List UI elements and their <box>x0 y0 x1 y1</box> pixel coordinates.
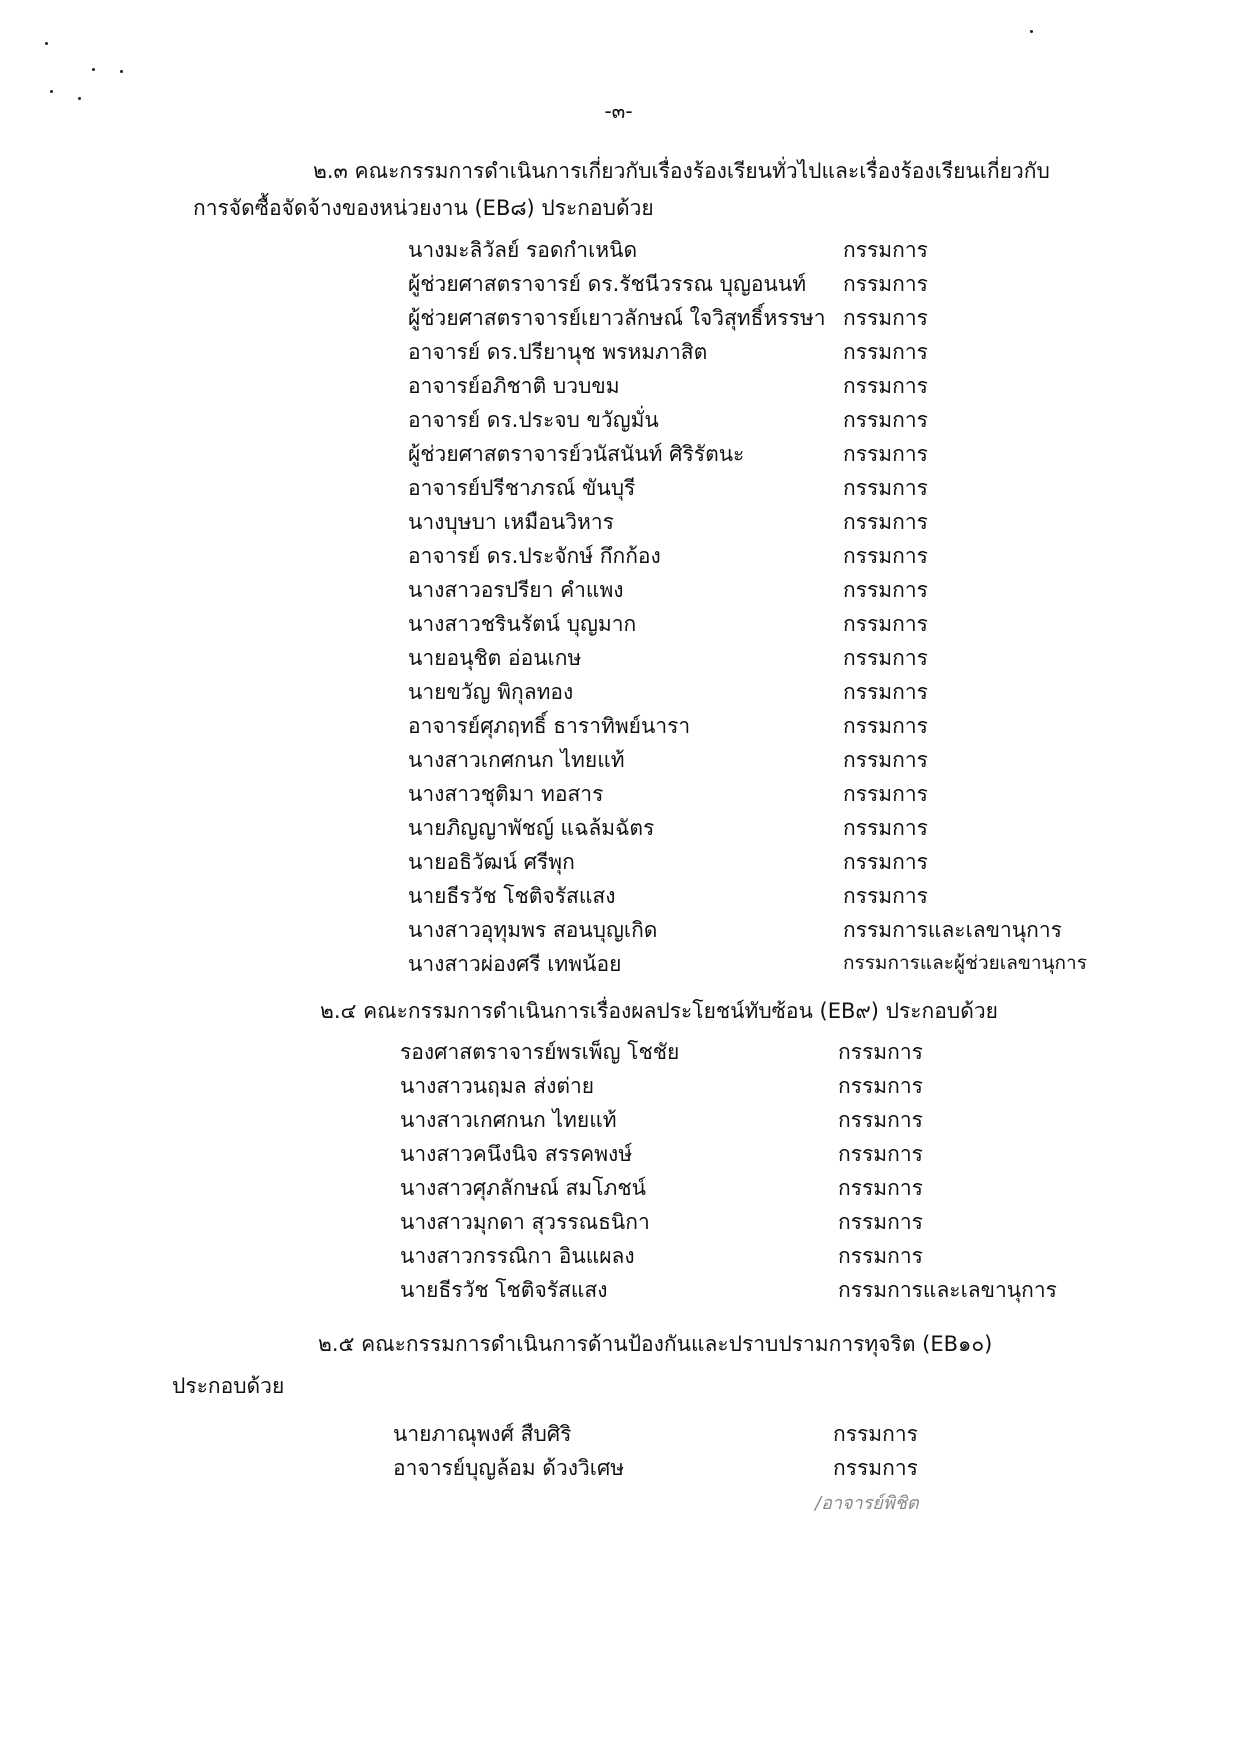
member-role: กรรมการ <box>843 714 928 738</box>
member-role: กรรมการ <box>843 510 928 534</box>
member-role: กรรมการ <box>843 782 928 806</box>
member-name: นางสาวชรินรัตน์ บุญมาก <box>408 612 637 636</box>
member-name: นางสาวเกศกนก ไทยแท้ <box>408 748 625 772</box>
member-role: กรรมการ <box>843 578 928 602</box>
member-role: กรรมการ <box>843 884 928 908</box>
member-role: กรรมการ <box>843 374 928 398</box>
member-role: กรรมการ <box>833 1456 918 1480</box>
member-name: นายอธิวัฒน์ ศรีพุก <box>408 850 575 874</box>
member-name: ผู้ช่วยศาสตราจารย์ ดร.รัชนีวรรณ บุญอนนท์ <box>408 272 807 296</box>
member-name: อาจารย์ ดร.ปรียานุช พรหมภาสิต <box>408 340 708 364</box>
member-role: กรรมการ <box>843 408 928 432</box>
member-name: นางสาวผ่องศรี เทพน้อย <box>408 952 622 976</box>
member-role: กรรมการ <box>843 544 928 568</box>
member-name: อาจารย์ศุภฤทธิ์ ธาราทิพย์นารา <box>408 714 691 738</box>
member-name: ผู้ช่วยศาสตราจารย์วนัสนันท์ ศิริรัตนะ <box>408 442 745 466</box>
member-role: กรรมการ <box>843 680 928 704</box>
member-name: นางสาวมุกดา สุวรรณธนิกา <box>400 1210 650 1234</box>
member-name: นายขวัญ พิกุลทอง <box>408 680 574 704</box>
member-role: กรรมการ <box>833 1422 918 1446</box>
scan-speck <box>45 42 48 45</box>
member-role: กรรมการ <box>838 1142 923 1166</box>
member-role: กรรมการ <box>838 1108 923 1132</box>
member-role: กรรมการ <box>843 850 928 874</box>
member-role: กรรมการ <box>843 816 928 840</box>
scan-speck <box>120 70 123 73</box>
member-name: นายธีรวัช โชติจรัสแสง <box>400 1278 608 1302</box>
member-name: นายภาณุพงศ์ สืบศิริ <box>393 1422 572 1446</box>
member-name: นางสาวอุทุมพร สอนบุญเกิด <box>408 918 658 942</box>
member-name: อาจารย์ ดร.ประจบ ขวัญมั่น <box>408 408 659 432</box>
member-role: กรรมการ <box>838 1244 923 1268</box>
member-role: กรรมการ <box>843 272 928 296</box>
member-role: กรรมการ <box>838 1040 923 1064</box>
member-role: กรรมการ <box>843 612 928 636</box>
member-role: กรรมการ <box>838 1210 923 1234</box>
section-2-5-heading-line2: ประกอบด้วย <box>172 1374 285 1398</box>
member-name: ผู้ช่วยศาสตราจารย์เยาวลักษณ์ ใจวิสุทธิ์หรรษา <box>408 306 826 330</box>
section-2-3-heading-line1: ๒.๓ คณะกรรมการดำเนินการเกี่ยวกับเรื่องร้องเรียนทั่วไปและเรื่องร้องเรียนเกี่ยวกับ <box>313 159 1050 183</box>
member-name: รองศาสตราจารย์พรเพ็ญ โชชัย <box>400 1040 680 1064</box>
member-name: นางสาวนฤมล ส่งต่าย <box>400 1074 595 1098</box>
member-role: กรรมการ <box>843 340 928 364</box>
member-name: นางบุษบา เหมือนวิหาร <box>408 510 614 534</box>
member-name: นางสาวคนึงนิจ สรรคพงษ์ <box>400 1142 633 1166</box>
section-2-3-heading-line2: การจัดซื้อจัดจ้างของหน่วยงาน (EB๘) ประกอบด้วย <box>193 196 654 220</box>
scan-speck <box>92 68 95 71</box>
member-name: นางสาวอรปรียา คำแพง <box>408 578 624 602</box>
member-name: อาจารย์ ดร.ประจักษ์ กึกก้อง <box>408 544 661 568</box>
member-name: อาจารย์บุญล้อม ด้วงวิเศษ <box>393 1456 625 1480</box>
member-name: นางสาวชุติมา ทอสาร <box>408 782 604 806</box>
scan-speck <box>50 90 53 93</box>
member-role: กรรมการและผู้ช่วยเลขานุการ <box>843 952 1087 974</box>
page-number: -๓- <box>604 99 633 123</box>
member-name: นางสาวศุภลักษณ์ สมโภชน์ <box>400 1176 646 1200</box>
member-role: กรรมการและเลขานุการ <box>843 918 1062 942</box>
member-role: กรรมการ <box>843 238 928 262</box>
member-name: อาจารย์อภิชาติ บวบขม <box>408 374 620 398</box>
member-name: นายธีรวัช โชติจรัสแสง <box>408 884 616 908</box>
member-role: กรรมการและเลขานุการ <box>838 1278 1057 1302</box>
member-name: นางสาวกรรณิกา อินแผลง <box>400 1244 635 1268</box>
member-role: กรรมการ <box>843 748 928 772</box>
member-name: นายภิญญาพัชญ์ แฉล้มฉัตร <box>408 816 655 840</box>
section-2-5-heading-line1: ๒.๕ คณะกรรมการดำเนินการด้านป้องกันและปราบปรามการทุจริต (EB๑๐) <box>318 1332 993 1356</box>
member-role: กรรมการ <box>843 442 928 466</box>
member-role: กรรมการ <box>843 476 928 500</box>
member-role: กรรมการ <box>843 646 928 670</box>
member-role: กรรมการ <box>843 306 928 330</box>
member-name: นายอนุชิต อ่อนเกษ <box>408 646 582 670</box>
scan-speck <box>1030 30 1033 33</box>
member-name: อาจารย์ปรีชาภรณ์ ขันบุรี <box>408 476 636 500</box>
member-role: กรรมการ <box>838 1074 923 1098</box>
member-name: นางมะลิวัลย์ รอดกำเหนิด <box>408 238 638 262</box>
section-2-4-heading: ๒.๔ คณะกรรมการดำเนินการเรื่องผลประโยชน์ทับซ้อน (EB๙) ประกอบด้วย <box>320 999 998 1023</box>
member-role: กรรมการ <box>838 1176 923 1200</box>
continuation-note: /อาจารย์พิชิต <box>815 1493 919 1514</box>
member-name: นางสาวเกศกนก ไทยแท้ <box>400 1108 617 1132</box>
